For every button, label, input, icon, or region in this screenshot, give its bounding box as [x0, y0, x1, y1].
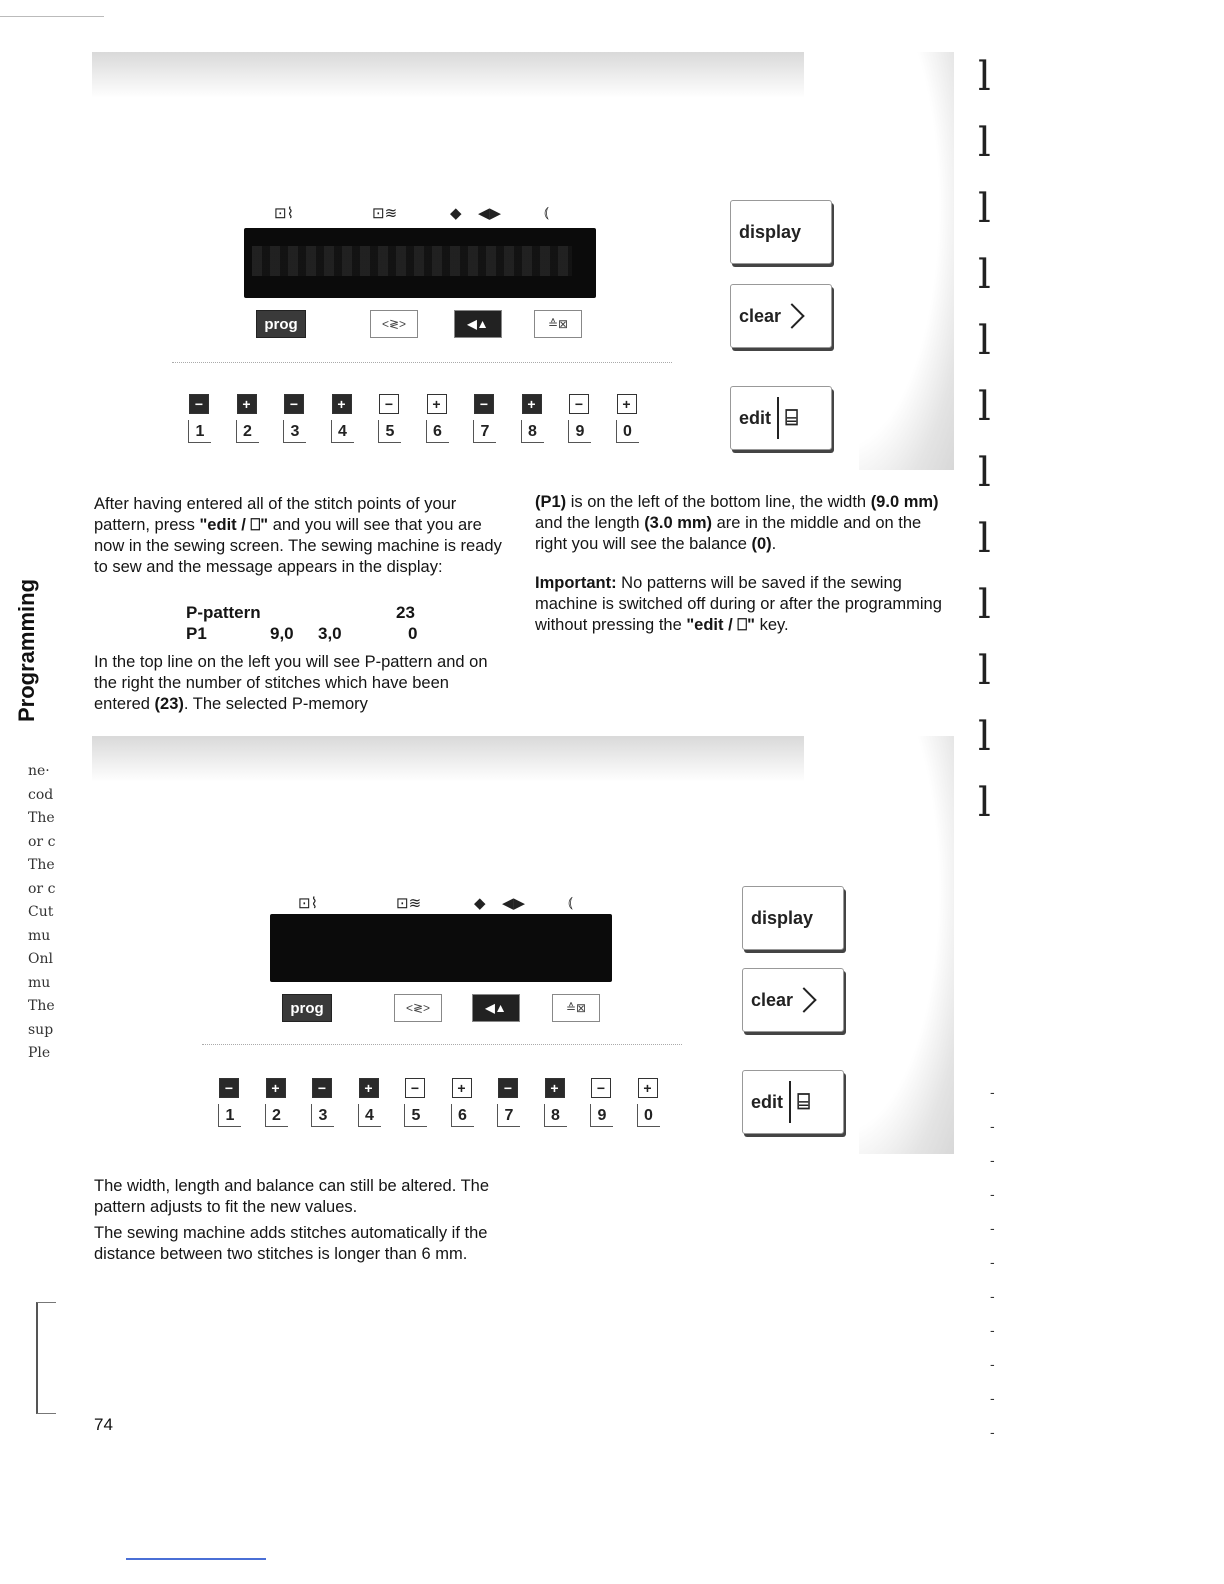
auto-stitch-paragraph: The sewing machine adds stitches automatically if the distance between two stitches is longer than 6 mm. — [94, 1224, 488, 1263]
margin-fragment: cod — [28, 786, 54, 803]
margin-fragment: The — [28, 998, 55, 1014]
number-key[interactable] — [354, 1074, 384, 1132]
number-key-label: 7 — [473, 420, 496, 443]
stitch-icon-a: ⊡⌇ — [274, 205, 294, 222]
prog-label: prog — [264, 315, 298, 333]
adjust-paragraph: The width, length and balance can still be altered. The pattern adjusts to fit the new values. — [94, 1177, 490, 1216]
minus-icon: − — [474, 394, 494, 414]
number-key[interactable] — [214, 1074, 244, 1132]
margin-fragment: Onl — [28, 951, 53, 967]
adjacent-page-fragments — [28, 760, 55, 1066]
clear-button[interactable] — [730, 284, 832, 348]
number-key[interactable] — [540, 1074, 570, 1132]
plus-icon: + — [359, 1078, 379, 1098]
needle-icon: ⦅ — [568, 894, 573, 911]
number-key-label: 5 — [404, 1104, 427, 1127]
display-pattern-name: P-pattern — [186, 603, 261, 622]
number-key-label: 8 — [521, 420, 544, 443]
sewing-machine-icon: ⌸ — [785, 405, 799, 430]
margin-bracket — [36, 1302, 56, 1414]
mirror-softkey[interactable]: ≙⊠ — [552, 994, 600, 1022]
clear-button[interactable] — [742, 968, 844, 1032]
minus-icon: − — [284, 394, 304, 414]
clear-arrow-icon — [791, 987, 816, 1012]
display-button-label: display — [739, 221, 802, 242]
margin-fragment: mu — [28, 927, 51, 944]
arrows-softkey[interactable]: ◀▲ — [454, 310, 502, 338]
number-key[interactable] — [422, 390, 452, 448]
number-key-label: 6 — [426, 420, 449, 443]
needle-icon: ⦅ — [544, 204, 549, 221]
display-width: 9,0 — [270, 624, 294, 643]
margin-fragment: Cut — [28, 904, 54, 920]
number-key[interactable] — [261, 1074, 291, 1132]
margin-fragment: mu — [28, 974, 51, 991]
plus-icon: + — [617, 394, 637, 414]
number-key[interactable] — [447, 1074, 477, 1132]
minus-icon: − — [312, 1078, 332, 1098]
plus-icon: + — [522, 394, 542, 414]
number-key[interactable] — [586, 1074, 616, 1132]
number-key-label: 0 — [637, 1104, 660, 1127]
prog-softkey[interactable] — [282, 994, 332, 1022]
number-key-label: 9 — [590, 1104, 613, 1127]
number-key[interactable] — [374, 390, 404, 448]
prog-softkey[interactable] — [256, 310, 306, 338]
minus-icon: − — [498, 1078, 518, 1098]
clear-arrow-icon — [779, 303, 804, 328]
stitch-icon-b: ⊡≋ — [372, 205, 398, 222]
margin-fragment: ne· — [28, 763, 50, 779]
number-key[interactable] — [232, 390, 262, 448]
panel-divider — [172, 362, 672, 363]
binding-dashes: - - - - - - - - - - - — [990, 1084, 995, 1440]
control-panel-illustration-bottom — [92, 736, 954, 1154]
stitch-softkey[interactable]: <≷> — [394, 994, 442, 1022]
lcd-display — [270, 914, 612, 982]
number-key-label: 2 — [236, 420, 259, 443]
number-key-label: 9 — [568, 420, 591, 443]
edit-button-label: edit — [739, 407, 772, 428]
margin-fragment: The — [28, 810, 55, 826]
mirror-softkey[interactable]: ≙⊠ — [534, 310, 582, 338]
number-key[interactable] — [517, 390, 547, 448]
control-panel-illustration-top — [92, 52, 954, 470]
lcd-display — [244, 228, 596, 298]
plus-icon: + — [237, 394, 257, 414]
margin-fragment: Ple — [28, 1045, 51, 1061]
page-number: 74 — [94, 1415, 113, 1434]
number-key-label: 8 — [544, 1104, 567, 1127]
plus-icon: + — [266, 1078, 286, 1098]
minus-icon: − — [591, 1078, 611, 1098]
number-key[interactable] — [279, 390, 309, 448]
clear-button-label: clear — [739, 305, 782, 326]
left-column-text — [94, 494, 504, 578]
plus-icon: + — [332, 394, 352, 414]
number-key[interactable] — [612, 390, 642, 448]
diamond-icon: ◆ — [474, 895, 486, 912]
display-balance: 0 — [408, 624, 418, 643]
number-key-label: 7 — [497, 1104, 520, 1127]
number-key[interactable] — [633, 1074, 663, 1132]
important-paragraph: Important: No patterns will be saved if the sewing machine is switched off during or after the programming without pressing the "edit / ⎕" key. — [535, 574, 942, 634]
right-column-text — [535, 492, 950, 636]
bottom-text — [94, 1176, 524, 1265]
number-key-label: 2 — [265, 1104, 288, 1127]
display-button[interactable] — [730, 200, 832, 264]
lr-arrows-icon: ◀▶ — [502, 895, 526, 912]
arrows-softkey[interactable]: ◀▲ — [472, 994, 520, 1022]
number-key-label: 3 — [311, 1104, 334, 1127]
lr-arrows-icon: ◀▶ — [478, 205, 502, 222]
minus-icon: − — [405, 1078, 425, 1098]
top-rule — [0, 16, 104, 17]
number-key-label: 5 — [378, 420, 401, 443]
number-key[interactable] — [469, 390, 499, 448]
minus-icon: − — [219, 1078, 239, 1098]
margin-fragment: or c — [28, 833, 56, 850]
clear-button-label: clear — [751, 989, 794, 1010]
number-key-label: 3 — [283, 420, 306, 443]
margin-fragment: The — [28, 857, 55, 873]
bottom-rule — [126, 1558, 266, 1560]
plus-icon: + — [545, 1078, 565, 1098]
number-key[interactable] — [307, 1074, 337, 1132]
minus-icon: − — [379, 394, 399, 414]
number-key-label: 4 — [331, 420, 354, 443]
minus-icon: − — [189, 394, 209, 414]
stitch-icon-a: ⊡⌇ — [298, 895, 318, 912]
display-memory: P1 — [186, 624, 207, 643]
margin-fragment: sup — [28, 1021, 54, 1038]
prog-label: prog — [290, 999, 324, 1017]
plus-icon: + — [427, 394, 447, 414]
topline-paragraph: In the top line on the left you will see P-pattern and on the right the number of stitches which have been entered (23). The selected P-memory — [94, 653, 488, 713]
display-stitch-count: 23 — [396, 603, 415, 622]
plus-icon: + — [452, 1078, 472, 1098]
edit-button-label: edit — [751, 1091, 784, 1112]
number-key-label: 6 — [451, 1104, 474, 1127]
stitch-softkey[interactable]: <≷> — [370, 310, 418, 338]
display-length: 3,0 — [318, 624, 342, 643]
panel-divider — [202, 1044, 682, 1045]
number-key-label: 4 — [358, 1104, 381, 1127]
number-key-label: 0 — [616, 420, 639, 443]
section-tab-label: Programming — [14, 578, 39, 722]
number-key[interactable] — [327, 390, 357, 448]
stitch-icon-b: ⊡≋ — [396, 895, 422, 912]
margin-fragment: or c — [28, 880, 56, 897]
number-key[interactable] — [564, 390, 594, 448]
display-button[interactable] — [742, 886, 844, 950]
number-key[interactable] — [493, 1074, 523, 1132]
edit-button[interactable] — [742, 1070, 844, 1134]
intro-paragraph: After having entered all of the stitch points of your pattern, press "edit / ⎕" and you will see that you are now in the sewing screen. The sewing machine is ready to sew and the message appears in the display: — [94, 495, 502, 576]
diamond-icon: ◆ — [450, 205, 462, 222]
number-key-label: 1 — [218, 1104, 241, 1127]
sewing-machine-icon: ⌸ — [797, 1089, 811, 1114]
number-key[interactable] — [400, 1074, 430, 1132]
display-message — [186, 603, 426, 647]
display-button-label: display — [751, 907, 814, 928]
p1-paragraph: (P1) is on the left of the bottom line, the width (9.0 mm) and the length (3.0 mm) are in the middle and on the right you will see the balance (0). — [535, 493, 939, 553]
binding-marks: l l l l l l l l l l l l — [978, 54, 991, 826]
number-key[interactable] — [184, 390, 214, 448]
minus-icon: − — [569, 394, 589, 414]
number-key-label: 1 — [188, 420, 211, 443]
left-column-text-2 — [94, 652, 504, 715]
edit-button[interactable] — [730, 386, 832, 450]
plus-icon: + — [638, 1078, 658, 1098]
